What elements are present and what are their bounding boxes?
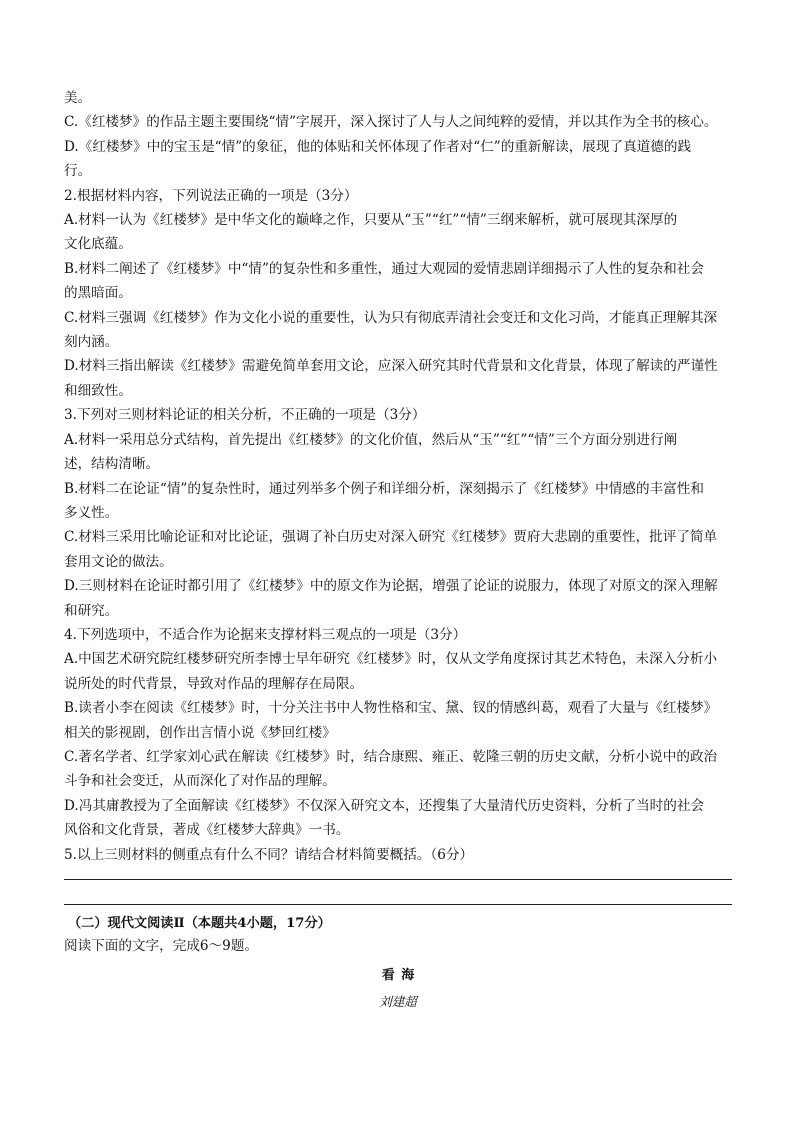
- text-line: A.中国艺术研究院红楼梦研究所李博士早年研究《红楼梦》时，仅从文学角度探讨其艺术特色，未深入分析小: [64, 651, 718, 668]
- text-line: 4.下列选项中，不适合作为论据来支撑材料三观点的一项是（3分）: [64, 626, 467, 643]
- text-line: D.材料三指出解读《红楼梦》需避免简单套用文论，应深入研究其时代背景和文化背景，体现了解读的严谨性: [64, 358, 718, 375]
- text-line: 多义性。: [64, 504, 119, 521]
- text-line: C.《红楼梦》的作品主题主要围绕“情”字展开，深入探讨了人与人之间纯粹的爱情，并以其作为全书的核心。: [64, 114, 718, 131]
- text-line: 2.根据材料内容，下列说法正确的一项是（3分）: [64, 187, 358, 204]
- text-line: 3.下列对三则材料论证的相关分析，不正确的一项是（3分）: [64, 407, 426, 424]
- text-line: B.材料二阐述了《红楼梦》中“情”的复杂性和多重性，通过大观园的爱情悲剧详细揭示了人性的复杂和社会: [64, 260, 704, 277]
- text-line: 述，结构清晰。: [64, 456, 160, 473]
- text-line: 刻内涵。: [64, 334, 119, 351]
- text-line: 套用文论的做法。: [64, 553, 173, 570]
- text-line: B.材料二在论证“情”的复杂性时，通过列举多个例子和详细分析，深刻揭示了《红楼梦》中情感的丰富性和: [64, 480, 704, 497]
- text-line: C.著名学者、红学家刘心武在解读《红楼梦》时，结合康熙、雍正、乾隆三朝的历史文献，分析小说中的政治: [64, 748, 718, 765]
- text-line: 的黑暗面。: [64, 285, 132, 302]
- text-line: D.《红楼梦》中的宝玉是“情”的象征，他的体贴和关怀体现了作者对“仁”的重新解读，展现了真道德的践: [64, 138, 692, 155]
- text-line: D.冯其庸教授为了全面解读《红楼梦》不仅深入研究文本，还搜集了大量清代历史资料，分析了当时的社会: [64, 797, 705, 814]
- text-line: 5.以上三则材料的侧重点有什么不同？请结合材料简要概括。（6分）: [64, 846, 474, 863]
- answer-line: [64, 904, 732, 905]
- text-line: D.三则材料在论证时都引用了《红楼梦》中的原文作为论据，增强了论证的说服力，体现了对原文的深入理解: [64, 578, 718, 595]
- text-line: A.材料一认为《红楼梦》是中华文化的巅峰之作，只要从“玉”“红”“情”三纲来解析，就可展现其深厚的: [64, 212, 678, 229]
- question-text-block: [64, 86, 732, 867]
- text-line: C.材料三采用比喻论证和对比论证，强调了补白历史对深入研究《红楼梦》贾府大悲剧的重要性，批评了简单: [64, 529, 718, 546]
- text-line: C.材料三强调《红楼梦》作为文化小说的重要性，认为只有彻底弄清社会变迁和文化习尚，才能真正理解其深: [64, 309, 718, 326]
- reading-instruction: 阅读下面的文字，完成6～9题。: [64, 938, 259, 954]
- text-line: A.材料一采用总分式结构，首先提出《红楼梦》的文化价值，然后从“玉”“红”“情”三个方面分别进行阐: [64, 431, 678, 448]
- text-line: 行。: [64, 163, 92, 180]
- text-line: B.读者小李在阅读《红楼梦》时，十分关注书中人物性格和宝、黛、钗的情感纠葛，观看了大量与《红楼梦》: [64, 700, 718, 717]
- section-heading: （二）现代文阅读Ⅱ（本题共4小题，17分）: [68, 916, 331, 931]
- answer-line: [64, 879, 732, 880]
- text-line: 说所处的时代背景，导致对作品的理解存在局限。: [64, 675, 364, 692]
- text-line: 美。: [64, 90, 92, 106]
- text-line: 风俗和文化背景，著成《红楼梦大辞典》一书。: [64, 822, 350, 839]
- text-line: 文化底蕴。: [64, 236, 132, 253]
- text-line: 和细致性。: [64, 382, 132, 399]
- article-title: 看海: [381, 968, 421, 983]
- article-author: 刘建超: [379, 994, 417, 1009]
- document-page: [64, 86, 732, 1013]
- text-line: 斗争和社会变迁，从而深化了对作品的理解。: [64, 773, 336, 790]
- text-line: 相关的影视剧，创作出言情小说《梦回红楼》: [64, 724, 336, 741]
- text-line: 和研究。: [64, 602, 119, 619]
